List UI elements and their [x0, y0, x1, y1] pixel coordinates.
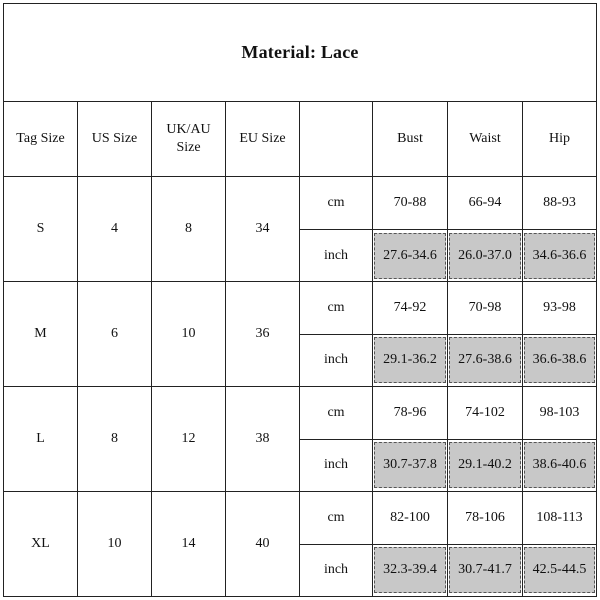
hip-cm-cell: 88-93: [523, 177, 597, 229]
header-bust: Bust: [373, 101, 448, 177]
unit-cm-cell: cm: [300, 177, 373, 229]
us-size-cell: 8: [78, 387, 152, 492]
hip-inch-cell: [523, 334, 597, 386]
bust-inch-cell: [373, 439, 448, 491]
header-hip: Hip: [523, 101, 597, 177]
tag-size-cell: L: [4, 387, 78, 492]
us-size-cell: 4: [78, 177, 152, 282]
tag-size-cell: M: [4, 282, 78, 387]
unit-inch-cell: inch: [300, 334, 373, 386]
hip-inch-cell: [523, 544, 597, 597]
table-row: [4, 282, 597, 334]
bust-inch-cell: [373, 229, 448, 281]
hip-cm-cell: 98-103: [523, 387, 597, 439]
bust-cm-cell: 78-96: [373, 387, 448, 439]
unit-cm-cell: cm: [300, 387, 373, 439]
uk-au-size-cell: 14: [152, 492, 226, 597]
us-size-cell: 10: [78, 492, 152, 597]
hip-inch-value: 36.6-38.6: [524, 337, 595, 383]
header-row: [4, 101, 597, 177]
uk-au-size-cell: 12: [152, 387, 226, 492]
hip-cm-cell: 93-98: [523, 282, 597, 334]
table-row: [4, 492, 597, 544]
chart-title: Material: Lace: [4, 4, 597, 102]
hip-inch-cell: [523, 439, 597, 491]
tag-size-cell: S: [4, 177, 78, 282]
bust-inch-value: 30.7-37.8: [374, 442, 446, 488]
table-row: [4, 387, 597, 439]
bust-inch-value: 32.3-39.4: [374, 547, 446, 593]
title-row: [4, 4, 597, 102]
waist-inch-value: 30.7-41.7: [449, 547, 521, 593]
size-chart-table: [3, 3, 597, 597]
unit-inch-cell: inch: [300, 439, 373, 491]
us-size-cell: 6: [78, 282, 152, 387]
uk-au-size-cell: 8: [152, 177, 226, 282]
waist-cm-cell: 74-102: [448, 387, 523, 439]
header-uk-au-line2: Size: [176, 140, 201, 156]
waist-inch-value: 27.6-38.6: [449, 337, 521, 383]
waist-inch-value: 26.0-37.0: [449, 233, 521, 279]
table-row: [4, 177, 597, 229]
waist-inch-cell: [448, 229, 523, 281]
header-waist: Waist: [448, 101, 523, 177]
eu-size-cell: 40: [226, 492, 300, 597]
waist-inch-cell: [448, 544, 523, 597]
bust-inch-value: 27.6-34.6: [374, 233, 446, 279]
uk-au-size-cell: 10: [152, 282, 226, 387]
bust-cm-cell: 82-100: [373, 492, 448, 544]
waist-cm-cell: 66-94: [448, 177, 523, 229]
bust-cm-cell: 70-88: [373, 177, 448, 229]
hip-inch-value: 38.6-40.6: [524, 442, 595, 488]
bust-cm-cell: 74-92: [373, 282, 448, 334]
bust-inch-cell: [373, 544, 448, 597]
header-unit: [300, 101, 373, 177]
unit-inch-cell: inch: [300, 229, 373, 281]
hip-inch-value: 42.5-44.5: [524, 547, 595, 593]
hip-inch-cell: [523, 229, 597, 281]
eu-size-cell: 38: [226, 387, 300, 492]
waist-cm-cell: 70-98: [448, 282, 523, 334]
bust-inch-cell: [373, 334, 448, 386]
waist-inch-cell: [448, 334, 523, 386]
header-tag-size: Tag Size: [4, 101, 78, 177]
tag-size-cell: XL: [4, 492, 78, 597]
eu-size-cell: 36: [226, 282, 300, 387]
hip-cm-cell: 108-113: [523, 492, 597, 544]
unit-cm-cell: cm: [300, 282, 373, 334]
bust-inch-value: 29.1-36.2: [374, 337, 446, 383]
header-us-size: US Size: [78, 101, 152, 177]
waist-cm-cell: 78-106: [448, 492, 523, 544]
header-uk-au-size: [152, 101, 226, 177]
unit-inch-cell: inch: [300, 544, 373, 597]
hip-inch-value: 34.6-36.6: [524, 233, 595, 279]
header-eu-size: EU Size: [226, 101, 300, 177]
unit-cm-cell: cm: [300, 492, 373, 544]
eu-size-cell: 34: [226, 177, 300, 282]
waist-inch-cell: [448, 439, 523, 491]
header-uk-au-line1: UK/AU: [166, 122, 211, 138]
waist-inch-value: 29.1-40.2: [449, 442, 521, 488]
